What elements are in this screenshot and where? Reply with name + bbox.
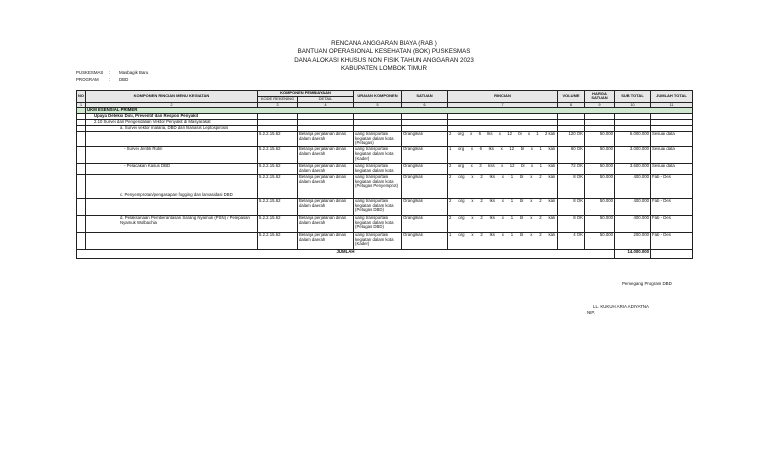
rincian-token: x	[530, 198, 533, 203]
rincian-token: 1	[539, 146, 542, 152]
rincian-token: kali	[548, 215, 555, 220]
row-subtotal: 200.000	[615, 232, 651, 249]
rincian-token: bl	[520, 174, 524, 179]
rincian-token: 1	[510, 198, 514, 203]
rincian-token: x	[530, 163, 534, 169]
rincian-token: x	[471, 198, 474, 203]
meta-puskesmas: PUSKESMAS : Masbagik Baru	[76, 70, 149, 75]
table-row	[77, 131, 693, 146]
total-label: JUMLAH	[77, 249, 615, 258]
rincian-token: x	[471, 174, 474, 179]
row-no	[77, 198, 86, 215]
rincian-token: bl	[520, 198, 524, 203]
row-jumlah: Fab - Des	[651, 215, 693, 232]
col-rincian: RINCIAN	[448, 91, 558, 103]
rincian-token: org	[458, 198, 465, 203]
rincian-token: kali	[548, 163, 555, 169]
row-detail: Belanja perjalanan dinas dalam daerah	[298, 215, 354, 232]
rincian-token: bl	[520, 232, 524, 237]
row-satuan: Orang/kali	[402, 174, 448, 198]
sign-nip: NIP.	[587, 310, 595, 315]
row-rincian	[448, 174, 558, 198]
rincian-token: org	[457, 131, 464, 136]
rincian-token: 1	[449, 232, 452, 237]
row-detail: Belanja perjalanan dinas dalam daerah	[298, 164, 354, 175]
col-jumlah: JUMLAH TOTAL	[651, 91, 693, 103]
row-volume: 72 OK	[558, 164, 585, 175]
col-detail: DETAIL	[298, 96, 354, 102]
rincian-token: org	[458, 146, 465, 152]
rincian-token: 1	[510, 174, 514, 179]
row-no	[77, 147, 86, 164]
rab-table	[76, 90, 693, 259]
section-unit: UKM ESENSIAL PRIMER	[86, 108, 693, 114]
rincian-token: x	[471, 232, 474, 237]
rincian-token: org	[458, 215, 465, 220]
total-value: 14.000.000	[615, 249, 651, 258]
row-volume: 8 OK	[558, 215, 585, 232]
row-jumlah: Sesuai data	[651, 147, 693, 164]
row-subtotal: 3.000.000	[615, 147, 651, 164]
row-subtotal: 400.000	[615, 174, 651, 198]
rincian-token: x	[530, 146, 533, 152]
document-meta	[76, 70, 148, 83]
rincian-token: bl	[520, 215, 524, 220]
rincian-token: 3	[479, 163, 482, 169]
col-volume: VOLUME	[558, 91, 585, 103]
title-line-3: DANA ALOKASI KHUSUS NON FISIK TAHUN ANGGARAN 2023	[294, 56, 474, 64]
rincian-token: 12	[507, 131, 512, 136]
col-komponen: KOMPONEN RINCIAN MENU KEGIATAN	[86, 91, 258, 103]
rincian-token: x	[500, 146, 503, 152]
row-harga: 50.000	[585, 131, 615, 146]
rincian-token: lks	[489, 174, 495, 179]
row-subtotal: 6.000.000	[615, 131, 651, 146]
row-volume: 120 OK	[558, 131, 585, 146]
row-satuan: Orang/kali	[402, 131, 448, 146]
row-subtotal: 400.000	[615, 198, 651, 215]
col-harga: HARGA SATUAN	[585, 91, 615, 103]
row-volume: 60 OK	[558, 147, 585, 164]
row-kode-rekening: 5.2.2.15.62	[258, 215, 298, 232]
sign-role: Pemegang Program DBD	[622, 281, 672, 286]
rincian-token: x	[471, 215, 474, 220]
row-uraian: uang transportasi kegiatan dalam kota (Petugas DBD)	[354, 198, 402, 215]
row-jumlah: Fab - Des	[651, 198, 693, 215]
rincian-token: 2	[480, 215, 483, 220]
rincian-token: lks	[487, 131, 493, 136]
row-volume: 8 OK	[558, 174, 585, 198]
row-harga: 50.000	[585, 215, 615, 232]
row-jumlah: Sesuai data	[651, 131, 693, 146]
document-title	[0, 40, 768, 73]
rincian-token: 2	[449, 163, 452, 169]
rincian-token: x	[470, 146, 474, 152]
rincian-token: 2	[539, 215, 542, 220]
rincian-token: x	[501, 215, 504, 220]
column-index-row: 1 2 3 4 5 6 7 8 9 10 11	[77, 102, 693, 108]
row-kode-rekening: 5.2.2.15.62	[258, 164, 298, 175]
row-uraian: uang transportasi kegiatan dalam kota (Kader)	[354, 147, 402, 164]
rincian-token: x	[501, 232, 504, 237]
row-subtotal: 3.600.000	[615, 164, 651, 175]
table-row	[77, 232, 693, 249]
row-uraian: uang transportasi kegiatan dalam kota (Kader)	[354, 232, 402, 249]
table-row	[77, 164, 693, 175]
row-volume: 8 OK	[558, 198, 585, 215]
row-jumlah: Fab - Des	[651, 232, 693, 249]
row-rincian	[448, 215, 558, 232]
rincian-token: lks	[489, 232, 495, 237]
rincian-token: lks	[488, 146, 494, 152]
rincian-token: 2	[449, 174, 452, 179]
row-uraian: uang transportasi kegiatan dalam kota (Petugas DBD)	[354, 215, 402, 232]
rincian-token: 2	[480, 232, 483, 237]
row-subtotal: 400.000	[615, 215, 651, 232]
row-detail: Belanja perjalanan dinas dalam daerah	[298, 147, 354, 164]
row-harga: 50.000	[585, 232, 615, 249]
title-line-1: RENCANA ANGGARAN BIAYA (RAB )	[331, 40, 437, 47]
rincian-token: 12	[509, 163, 515, 169]
rincian-token: bl	[518, 131, 522, 136]
row-satuan: Orang/kali	[402, 164, 448, 175]
rincian-token: bl	[521, 163, 525, 169]
table-row	[77, 147, 693, 164]
rincian-token: 2	[539, 174, 542, 179]
table-row	[77, 198, 693, 215]
rincian-token: org	[457, 163, 465, 169]
row-no	[77, 164, 86, 175]
row-komponen	[86, 198, 258, 215]
row-detail: Belanja perjalanan dinas dalam daerah	[298, 174, 354, 198]
rincian-token: kss	[488, 163, 495, 169]
rincian-token: x	[530, 174, 533, 179]
rincian-token: x	[501, 163, 504, 169]
rincian-token: lks	[489, 198, 495, 203]
row-no	[77, 131, 86, 146]
row-jumlah: Fab - Des	[651, 174, 693, 198]
rincian-token: bl	[520, 146, 525, 152]
rincian-token: org	[458, 174, 465, 179]
rincian-token: kali	[548, 146, 555, 152]
row-komponen: c. Penyemprotan/pengasapan fogging dan larvasidasi DBD	[86, 174, 258, 198]
rincian-token: 2	[539, 198, 542, 203]
row-komponen	[86, 232, 258, 249]
total-row	[77, 249, 693, 258]
rincian-token: 2	[449, 131, 452, 136]
row-uraian: uang transportasi kegiatan dalam kota (Petugas Penyemprot)	[354, 174, 402, 198]
row-kode-rekening: 5.2.2.15.62	[258, 198, 298, 215]
rincian-token: lks	[489, 215, 495, 220]
rincian-token: org	[458, 232, 465, 237]
row-komponen: d. Pelaksanaan Pemberantasan Sarang Nyamuk (PSN) / Pelepasan Nyamuk Wolbachia	[86, 215, 258, 232]
col-no: NO	[77, 91, 86, 103]
section-kegiatan-a: a. Survei vektor malaria, DBD dan filariasis Leptospirosis	[86, 125, 258, 131]
col-subtotal: SUB TOTAL	[615, 91, 651, 103]
row-no	[77, 232, 86, 249]
col-satuan: SATUAN	[402, 91, 448, 103]
rincian-token: x	[527, 131, 531, 136]
row-rincian	[448, 198, 558, 215]
row-volume: 4 OK	[558, 232, 585, 249]
rincian-token: x	[501, 198, 504, 203]
rincian-token: 6	[479, 146, 483, 152]
rincian-token: 2	[480, 174, 483, 179]
row-satuan: Orang/kali	[402, 232, 448, 249]
row-rincian	[448, 164, 558, 175]
row-rincian	[448, 232, 558, 249]
row-satuan: Orang/kali	[402, 147, 448, 164]
rincian-token: 2 kali	[544, 131, 555, 136]
rincian-token: x	[530, 232, 533, 237]
table-row	[77, 174, 693, 198]
row-uraian: uang transportasi kegiatan dalam kota (Petugas)	[354, 131, 402, 146]
row-jumlah: Sesuai data	[651, 164, 693, 175]
row-komponen: - Survei Jentik Rutin	[86, 147, 258, 164]
row-kode-rekening: 5.2.2.15.62	[258, 147, 298, 164]
col-uraian: URAIAN KOMPONEN	[354, 91, 402, 103]
section-sub: 2.10 Survei dan Pengendalian Vektor Penyakit di Masyarakat	[86, 120, 258, 126]
row-detail: Belanja perjalanan dinas dalam daerah	[298, 232, 354, 249]
row-detail: Belanja perjalanan dinas dalam daerah	[298, 131, 354, 146]
row-rincian	[448, 147, 558, 164]
rincian-token: x	[470, 163, 473, 169]
title-line-2: BANTUAN OPERASIONAL KESEHATAN (BOK) PUSKESMAS	[297, 48, 471, 56]
rincian-token: x	[530, 215, 533, 220]
rincian-token: x	[501, 174, 504, 179]
row-kode-rekening: 5.2.2.15.62	[258, 131, 298, 146]
rincian-token: 1	[539, 163, 542, 169]
row-detail: Belanja perjalanan dinas dalam daerah	[298, 198, 354, 215]
row-kode-rekening: 5.2.2.15.62	[258, 232, 298, 249]
col-pembiayaan: KOMPONEN PEMBIAYAAN	[258, 91, 354, 97]
row-harga: 50.000	[585, 174, 615, 198]
row-komponen: - Pelacakan Kasus DBD	[86, 164, 258, 175]
meta-program: PROGRAM : DBD	[76, 76, 129, 82]
table-row	[77, 215, 693, 232]
row-kode-rekening: 5.2.2.15.62	[258, 174, 298, 198]
rincian-token: 1	[449, 146, 452, 152]
row-no	[77, 215, 86, 232]
rincian-token: 2	[449, 198, 452, 203]
row-satuan: Orang/kali	[402, 198, 448, 215]
row-rincian	[448, 131, 558, 146]
rincian-token: 1	[510, 215, 514, 220]
title-line-4: KABUPATEN LOMBOK TIMUR	[341, 64, 427, 72]
rincian-token: 6	[478, 131, 481, 136]
row-uraian: uang transportasi kegiatan dalam kota	[354, 164, 402, 175]
rincian-token: 1	[510, 232, 514, 237]
rincian-token: 2	[480, 198, 483, 203]
row-satuan: Orang/kali	[402, 215, 448, 232]
rincian-token: 1	[536, 131, 539, 136]
rincian-token: kali	[548, 174, 555, 179]
rincian-token: 12	[509, 146, 515, 152]
row-harga: 50.000	[585, 198, 615, 215]
table-header-row	[77, 91, 693, 97]
sign-name: LL. KUKUH ARIA ADIYATNA	[593, 304, 649, 309]
rincian-token: x	[498, 131, 501, 136]
row-komponen	[86, 131, 258, 146]
section-upaya: Upaya Deteksi Dini, Preventif dan Respon Penyakit	[86, 114, 258, 120]
rincian-token: x	[470, 131, 473, 136]
row-no	[77, 174, 86, 198]
rincian-token: 2	[449, 215, 452, 220]
col-kode-rekening: KODE REKENING	[258, 96, 298, 102]
row-harga: 50.000	[585, 147, 615, 164]
row-harga: 50.000	[585, 164, 615, 175]
rincian-token: kali	[548, 198, 555, 203]
rincian-token: 2	[539, 232, 542, 237]
rincian-token: kali	[548, 232, 555, 237]
